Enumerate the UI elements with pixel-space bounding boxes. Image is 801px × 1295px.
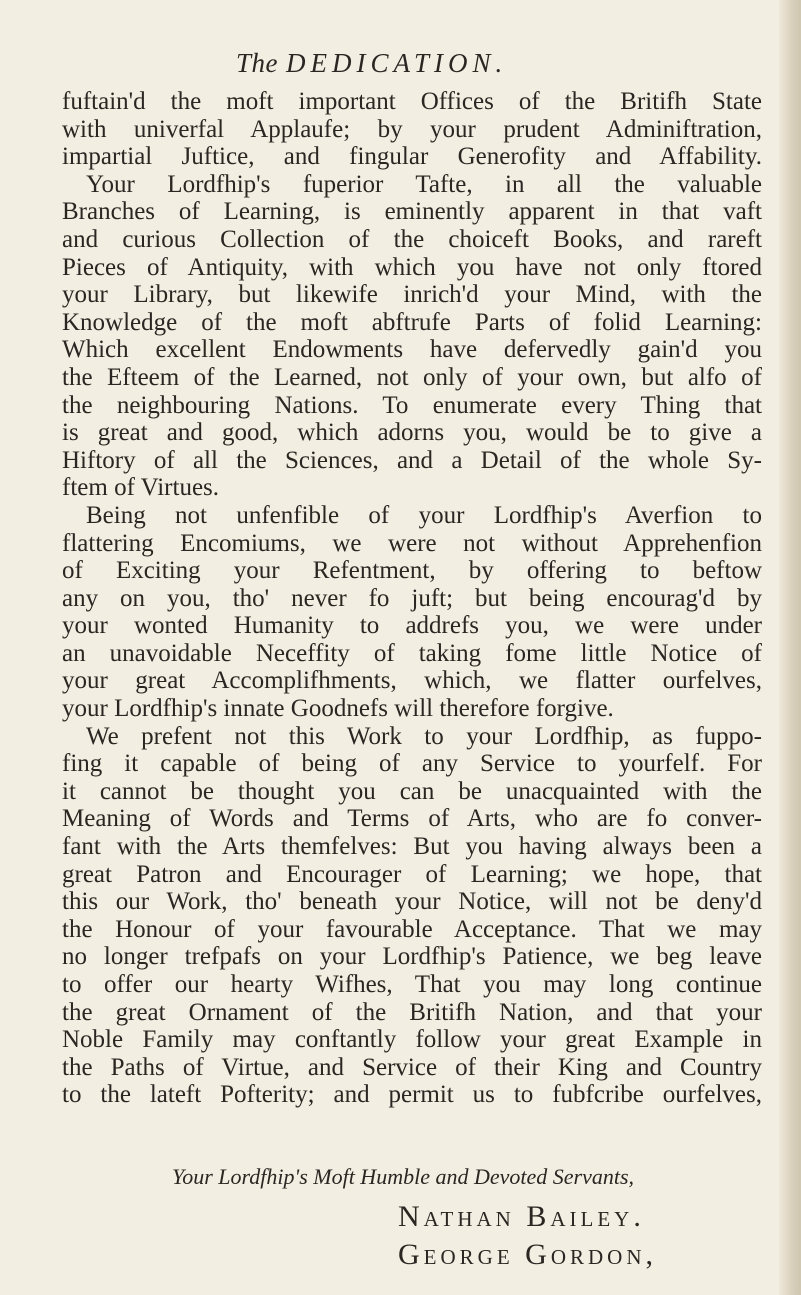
text-line: the neighbouring Nations. To enumerate every Thing that (62, 391, 762, 419)
text-line: Your Lordfhip's fuperior Tafte, in all the valuable (86, 170, 762, 198)
text-line: Meaning of Words and Terms of Arts, who are fo conver- (62, 805, 762, 833)
text-line: of Exciting your Refentment, by offering to beftow (62, 557, 762, 585)
text-line: Hiftory of all the Sciences, and a Detail of the whole Sy- (62, 446, 762, 474)
text-line: Branches of Learning, is eminently apparent in that vaft (62, 198, 762, 226)
text-line: the Paths of Virtue, and Service of their King and Country (62, 1053, 762, 1081)
signer-name: Nathan Bailey. (398, 1200, 645, 1233)
text-line: the great Ornament of the Britifh Nation, and that your (62, 998, 762, 1026)
text-line: your Library, but likewife inrich'd your Mind, with the (62, 281, 762, 309)
text-line: no longer trefpafs on your Lordfhip's Patience, we beg leave (62, 943, 762, 971)
text-line: impartial Juftice, and fingular Generofity and Affability. (62, 143, 762, 171)
text-line: your Lordfhip's innate Goodnefs will therefore forgive. (62, 695, 614, 723)
text-line: great Patron and Encourager of Learning; we hope, that (62, 860, 762, 888)
text-line: any on you, tho' never fo juft; but being encourag'd by (62, 584, 762, 612)
text-line: your wonted Humanity to addrefs you, we were under (62, 612, 762, 640)
dedication-text (62, 88, 762, 1109)
text-line: Which excellent Endowments have defervedly gain'd you (62, 336, 762, 364)
closing-salutation: Your Lordfhip's Moft Humble and Devoted Servants, (172, 1164, 635, 1189)
text-line: Noble Family may conftantly follow your great Example in (62, 1026, 762, 1054)
text-line: the Efteem of the Learned, not only of your own, but alfo of (62, 363, 762, 391)
text-line: fant with the Arts themfelves: But you having always been a (62, 833, 762, 861)
text-line: with univerfal Applaufe; by your prudent Adminiftration, (62, 115, 762, 143)
running-head (236, 48, 507, 79)
text-line: your great Accomplifhments, which, we flatter ourfelves, (62, 667, 762, 695)
text-line: it cannot be thought you can be unacquainted with the (62, 777, 762, 805)
text-line: fing it capable of being of any Service to yourfelf. For (62, 750, 762, 778)
running-head-the: The (236, 48, 278, 78)
signer-name: George Gordon, (398, 1238, 657, 1271)
text-line: Being not unfenfible of your Lordfhip's Averfion to (86, 501, 762, 529)
text-line: We prefent not this Work to your Lordfhip, as fuppo- (86, 722, 762, 750)
text-line: flattering Encomiums, we were not without Apprehenfion (62, 529, 762, 557)
text-line: this our Work, tho' beneath your Notice, will not be deny'd (62, 888, 762, 916)
text-line: is great and good, which adorns you, would be to give a (62, 419, 762, 447)
text-line: fuftain'd the moft important Offices of the Britifh State (62, 88, 762, 115)
text-line: the Honour of your favourable Acceptance. That we may (62, 915, 762, 943)
text-line: ftem of Virtues. (62, 474, 220, 502)
text-line: an unavoidable Neceffity of taking fome little Notice of (62, 639, 762, 667)
text-line: to offer our hearty Wifhes, That you may long continue (62, 971, 762, 998)
text-line: to the lateft Pofterity; and permit us to fubfcribe ourfelves, (62, 1081, 762, 1109)
text-line: Knowledge of the moft abftrufe Parts of folid Learning: (62, 308, 762, 336)
page-edge-shadow (779, 0, 801, 1295)
text-line: and curious Collection of the choiceft Books, and rareft (62, 225, 762, 253)
text-line: Pieces of Antiquity, with which you have not only ftored (62, 253, 762, 281)
running-head-title: DEDICATION. (286, 48, 508, 78)
